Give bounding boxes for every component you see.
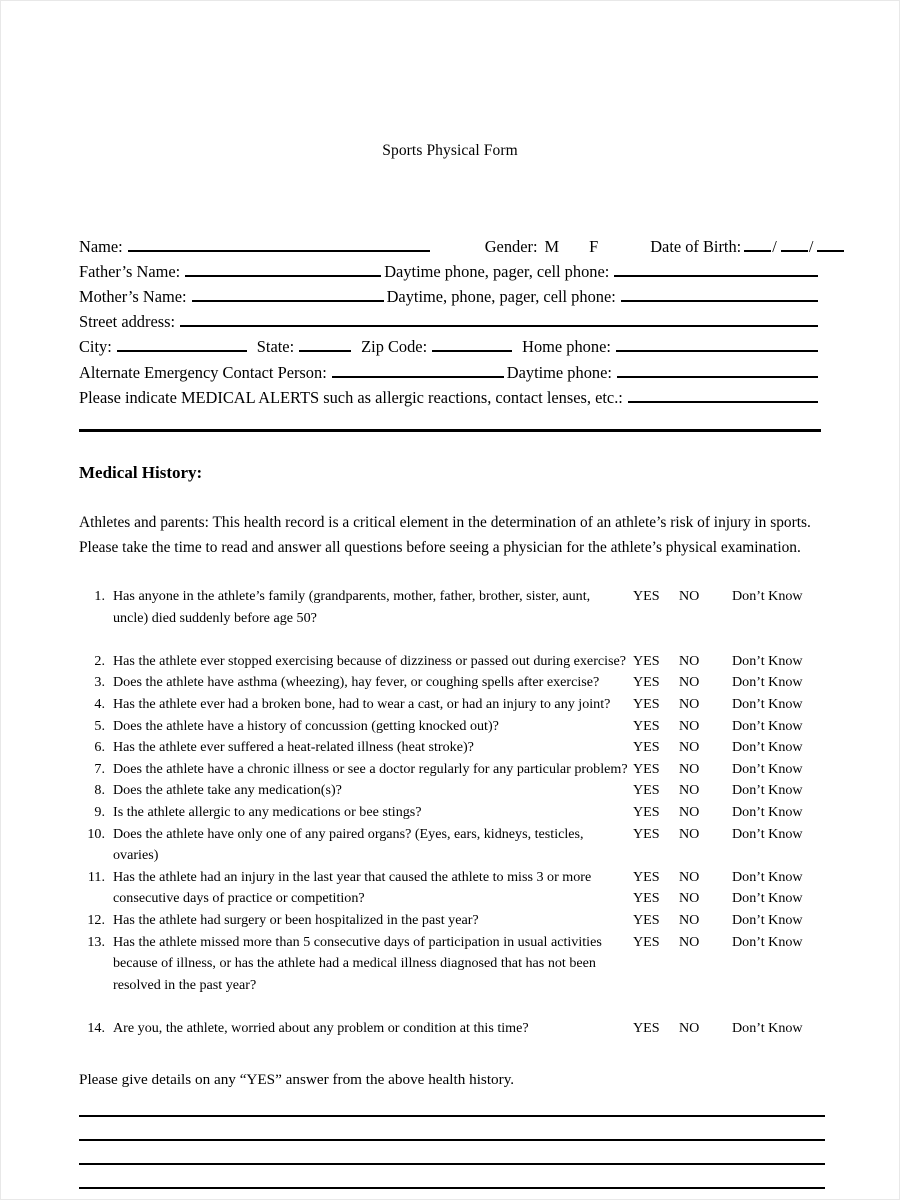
answer-option-yes[interactable]: YES	[633, 739, 660, 756]
answer-option-yes[interactable]: YES	[633, 890, 660, 907]
zip-code-label: Zip Code:	[361, 337, 428, 357]
question-number: 1.	[94, 588, 105, 605]
medical-alerts-row	[79, 385, 821, 410]
question-number: 8.	[94, 782, 105, 799]
answer-option-yes[interactable]: YES	[633, 674, 660, 691]
answer-option-yes[interactable]: YES	[633, 695, 660, 712]
state-input-blank[interactable]	[299, 335, 351, 352]
dob-separator-2: /	[808, 236, 814, 256]
answer-option-dont-know[interactable]: Don’t Know	[732, 933, 803, 950]
answer-option-yes[interactable]: YES	[633, 911, 660, 928]
answer-options	[633, 672, 803, 694]
dob-day-blank[interactable]	[781, 235, 808, 252]
answer-option-dont-know[interactable]: Don’t Know	[732, 674, 803, 691]
question-row	[1, 780, 899, 802]
question-spacer	[1, 629, 899, 651]
answer-option-no[interactable]: NO	[679, 803, 700, 820]
question-number: 12.	[87, 911, 105, 928]
details-answer-line[interactable]	[79, 1163, 825, 1165]
answer-option-no[interactable]: NO	[679, 652, 700, 669]
alternate-contact-phone-input-blank[interactable]	[617, 361, 818, 378]
father-name-label: Father’s Name:	[79, 261, 181, 281]
question-continuation-row	[1, 975, 899, 997]
mother-name-input-blank[interactable]	[192, 285, 384, 302]
question-continuation-row	[1, 888, 899, 910]
question-row	[1, 716, 899, 738]
answer-option-yes[interactable]: YES	[633, 588, 660, 605]
medical-alerts-label: Please indicate MEDICAL ALERTS such as allergic reactions, contact lenses, etc.:	[79, 387, 623, 407]
alternate-contact-label: Alternate Emergency Contact Person:	[79, 362, 327, 382]
question-continuation-row	[1, 953, 899, 975]
question-number: 4.	[94, 695, 105, 712]
question-continuation-text: consecutive days of practice or competition?	[113, 890, 365, 907]
page-title: Sports Physical Form	[382, 142, 518, 159]
answer-options	[633, 888, 803, 910]
mother-phone-input-blank[interactable]	[621, 285, 818, 302]
answer-options	[633, 737, 803, 759]
answer-options	[633, 910, 803, 932]
name-input-blank[interactable]	[128, 235, 430, 252]
city-label: City:	[79, 337, 112, 357]
question-text: Are you, the athlete, worried about any problem or condition at this time?	[113, 1019, 529, 1036]
question-number: 14.	[87, 1019, 105, 1036]
street-address-label: Street address:	[79, 312, 176, 332]
alternate-contact-input-blank[interactable]	[332, 361, 504, 378]
details-prompt: Please give details on any “YES” answer from the above health history.	[79, 1071, 515, 1089]
answer-options	[633, 932, 803, 954]
answer-option-yes[interactable]: YES	[633, 825, 660, 842]
question-number: 11.	[87, 868, 105, 885]
question-text: Does the athlete have a history of concussion (getting knocked out)?	[113, 717, 499, 734]
answer-option-yes[interactable]: YES	[633, 933, 660, 950]
answer-option-dont-know[interactable]: Don’t Know	[732, 717, 803, 734]
answer-options	[633, 780, 803, 802]
question-continuation-row	[1, 608, 899, 630]
date-of-birth-label: Date of Birth:	[650, 236, 742, 256]
answer-option-dont-know[interactable]: Don’t Know	[732, 911, 803, 928]
answer-option-yes[interactable]: YES	[633, 782, 660, 799]
mother-phone-label: Daytime, phone, pager, cell phone:	[386, 287, 616, 306]
question-number: 2.	[94, 652, 105, 669]
question-text: Has the athlete missed more than 5 consecutive days of participation in usual activities	[113, 933, 602, 950]
answer-option-no[interactable]: NO	[679, 760, 700, 777]
answer-option-no[interactable]: NO	[679, 588, 700, 605]
father-phone-input-blank[interactable]	[614, 260, 818, 277]
question-text: Has the athlete had an injury in the last year that caused the athlete to miss 3 or more	[113, 868, 592, 885]
answer-options	[633, 694, 803, 716]
details-answer-line[interactable]	[79, 1187, 825, 1189]
question-row	[1, 759, 899, 781]
details-answer-lines	[1, 1115, 899, 1189]
state-label: State:	[256, 337, 295, 357]
question-number: 7.	[94, 760, 105, 777]
answer-option-dont-know[interactable]: Don’t Know	[732, 588, 803, 605]
answer-options	[633, 867, 803, 889]
answer-options	[633, 586, 803, 608]
answer-option-no[interactable]: NO	[679, 739, 700, 756]
question-number: 3.	[94, 674, 105, 691]
name-row	[79, 234, 821, 259]
question-row	[1, 737, 899, 759]
father-phone-label: Daytime phone, pager, cell phone:	[384, 261, 610, 281]
answer-option-dont-know[interactable]: Don’t Know	[732, 890, 803, 907]
answer-option-dont-know[interactable]: Don’t Know	[732, 1019, 803, 1036]
question-continuation-text: resolved in the past year?	[113, 976, 257, 993]
answer-option-no[interactable]: NO	[679, 868, 700, 885]
question-row	[1, 910, 899, 932]
mother-name-label: Mother’s Name:	[79, 287, 187, 306]
answer-options	[633, 802, 803, 824]
question-text: Does the athlete have a chronic illness or see a doctor regularly for any particular problem?	[113, 760, 628, 777]
details-answer-line[interactable]	[79, 1115, 825, 1117]
answer-option-dont-know[interactable]: Don’t Know	[732, 652, 803, 669]
street-address-input-blank[interactable]	[180, 310, 818, 327]
question-text: Has anyone in the athlete’s family (grandparents, mother, father, brother, sister, aunt,	[113, 588, 591, 605]
answer-option-no[interactable]: NO	[679, 1019, 700, 1036]
question-text: Does the athlete take any medication(s)?	[113, 782, 342, 799]
answer-option-dont-know[interactable]: Don’t Know	[732, 868, 803, 885]
answer-option-yes[interactable]: YES	[633, 760, 660, 777]
name-label: Name:	[79, 236, 123, 256]
answer-option-dont-know[interactable]: Don’t Know	[732, 695, 803, 712]
question-continuation-text: uncle) died suddenly before age 50?	[113, 609, 317, 626]
answer-option-no[interactable]: NO	[679, 674, 700, 691]
intro-line-2: Please take the time to read and answer all questions before seeing a physician for the athlete’s physical examination.	[79, 539, 801, 557]
answer-option-yes[interactable]: YES	[633, 717, 660, 734]
question-continuation-text: because of illness, or has the athlete had a medical illness diagnosed that has not been	[113, 955, 596, 972]
home-phone-label: Home phone:	[522, 337, 611, 357]
question-text: Does the athlete have asthma (wheezing), hay fever, or coughing spells after exercise?	[113, 674, 600, 691]
question-row	[1, 824, 899, 867]
question-row	[1, 586, 899, 608]
answer-option-yes[interactable]: YES	[633, 803, 660, 820]
question-number: 5.	[94, 717, 105, 734]
question-number: 9.	[94, 803, 105, 820]
answer-option-no[interactable]: NO	[679, 695, 700, 712]
home-phone-input-blank[interactable]	[616, 335, 818, 352]
alternate-contact-row	[79, 360, 821, 385]
question-row	[1, 1018, 899, 1040]
alternate-contact-phone-label: Daytime phone:	[506, 362, 612, 382]
identification-block	[1, 161, 899, 410]
answer-option-yes[interactable]: YES	[633, 868, 660, 885]
answer-options	[633, 824, 803, 846]
question-number: 13.	[87, 933, 105, 950]
question-text: Has the athlete ever stopped exercising because of dizziness or passed out during exercise?	[113, 652, 627, 669]
question-number: 10.	[87, 825, 105, 842]
answer-option-yes[interactable]: YES	[633, 1019, 660, 1036]
city-state-zip-row	[79, 334, 821, 359]
city-input-blank[interactable]	[117, 335, 247, 352]
question-row	[1, 672, 899, 694]
answer-options	[633, 651, 803, 673]
intro-line-1: Athletes and parents: This health record is a critical element in the determination of an athlete’s risk of injury in sports.	[79, 514, 811, 532]
question-text: Has the athlete ever had a broken bone, had to wear a cast, or had an injury to any joint?	[113, 695, 611, 712]
gender-option-female[interactable]: F	[589, 236, 599, 256]
question-spacer	[1, 996, 899, 1018]
question-row	[1, 802, 899, 824]
question-text: Has the athlete had surgery or been hospitalized in the past year?	[113, 911, 479, 928]
answer-option-dont-know[interactable]: Don’t Know	[732, 760, 803, 777]
father-row	[79, 259, 821, 284]
answer-options	[633, 716, 803, 738]
dob-month-blank[interactable]	[744, 235, 771, 252]
gender-label: Gender:	[484, 236, 538, 256]
question-number: 6.	[94, 739, 105, 756]
question-text: Does the athlete have only one of any paired organs? (Eyes, ears, kidneys, testicles, ovaries)	[113, 825, 584, 864]
zip-code-input-blank[interactable]	[432, 335, 512, 352]
dob-separator-1: /	[772, 236, 777, 256]
answer-options	[633, 1018, 803, 1040]
medical-history-intro	[1, 483, 899, 560]
answer-option-dont-know[interactable]: Don’t Know	[732, 782, 803, 799]
answer-option-no[interactable]: NO	[679, 890, 700, 907]
question-text: Has the athlete ever suffered a heat-related illness (heat stroke)?	[113, 739, 474, 756]
answer-option-no[interactable]: NO	[679, 825, 700, 842]
medical-history-question-list	[1, 560, 899, 1039]
street-address-row	[79, 309, 821, 334]
medical-history-heading: Medical History:	[79, 463, 203, 483]
question-row	[1, 867, 899, 889]
father-name-input-blank[interactable]	[185, 260, 381, 277]
answer-option-no[interactable]: NO	[679, 933, 700, 950]
details-answer-line[interactable]	[79, 1139, 825, 1141]
answer-option-dont-know[interactable]: Don’t Know	[732, 803, 803, 820]
question-row	[1, 651, 899, 673]
answer-option-dont-know[interactable]: Don’t Know	[732, 739, 803, 756]
question-row	[1, 932, 899, 954]
answer-option-yes[interactable]: YES	[633, 652, 660, 669]
gender-option-male[interactable]: M	[544, 236, 560, 256]
answer-option-no[interactable]: NO	[679, 782, 700, 799]
answer-option-no[interactable]: NO	[679, 911, 700, 928]
question-text: Is the athlete allergic to any medications or bee stings?	[113, 803, 422, 820]
answer-option-dont-know[interactable]: Don’t Know	[732, 825, 803, 842]
answer-options	[633, 759, 803, 781]
mother-row	[79, 284, 821, 309]
dob-year-blank[interactable]	[817, 235, 844, 252]
question-row	[1, 694, 899, 716]
answer-option-no[interactable]: NO	[679, 717, 700, 734]
medical-alerts-input-blank[interactable]	[628, 386, 818, 403]
